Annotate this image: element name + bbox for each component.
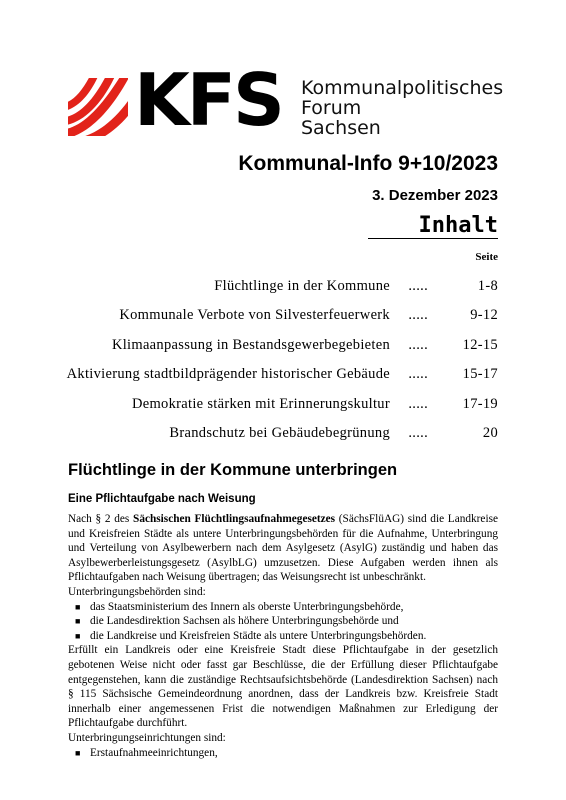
paragraph: Unterbringungseinrichtungen sind: [68, 731, 226, 744]
toc-entry-page: 20 [482, 424, 498, 441]
toc-entry-page: 1-8 [477, 278, 498, 294]
law-name: Sächsischen Flüchtlingsaufnahmegesetzes [133, 513, 336, 525]
list-item [68, 629, 498, 644]
list-item-text: das Staatsministerium des Innern als oberste Unterbringungsbehörde, [90, 600, 404, 613]
issue-date: 3. Dezember 2023 [372, 187, 498, 204]
paragraph: Erfüllt ein Landkreis oder eine Kreisfreie Stadt diese Pflichtaufgabe in der gesetzlich gebotenen Weise nicht oder fasst gar Beschlüsse, die der Erfüllung dieser Pflichtaufgabe entgegenstehen, kann die zuständige Rechtsaufsichtsbehörde (Landesdirektion Sachsen) nach § 115 Sächsische Gemeindeordnung anordnen, dass der Landkreis bzw. Kreisfreie Stadt innerhalb einer angemessenen Frist die notwendigen Maßnahmen zur Erledigung der Pflichtaufgabe durchführt. [68, 644, 498, 730]
toc-entry[interactable] [60, 396, 498, 425]
toc-entry-page: 12-15 [462, 336, 498, 353]
toc-entry-title: Brandschutz bei Gebäudebegrünung [169, 424, 390, 441]
toc-entry-title: Demokratie stärken mit Erinnerungskultur [131, 395, 390, 412]
paragraph [68, 512, 498, 585]
list-item [68, 746, 498, 761]
logo-subtitle [301, 78, 503, 138]
toc-entry-dots: ..... [408, 424, 428, 441]
toc-entry-title: Kommunale Verbote von Silvesterfeuerwerk [119, 307, 390, 324]
toc-entry-dots: ..... [408, 278, 428, 294]
article-body [68, 512, 498, 760]
toc-entry[interactable] [60, 307, 498, 336]
toc-entry[interactable] [60, 366, 498, 395]
bullet-icon: ■ [75, 630, 81, 641]
toc-entry-page: 17-19 [462, 395, 498, 412]
toc-entry-dots: ..... [408, 307, 428, 324]
paragraph-text: (SächsFlüAG) sind die Landkreise und Kreisfreien Städte als untere Unterbringungsbehörden für die Aufnahme, Unterbringung und Verteilung von Asylbewerbern nach dem Asylgesetz (AsylG) zuständig und haben das Asylbewerberleistungsgesetz (AsylbLG) umzusetzen. Diese Aufgaben werden ihnen als Pflichtaufgaben nach Weisung übertragen; das Weisungsrecht ist unbeschränkt. [68, 513, 498, 584]
list-item-text: die Landkreise und Kreisfreien Städte als untere Unterbringungsbehörden. [90, 629, 427, 642]
table-of-contents [60, 278, 498, 454]
paragraph: Unterbringungsbehörden sind: [68, 585, 206, 598]
issue-title: Kommunal-Info 9+10/2023 [238, 152, 498, 175]
logo-line-3: Sachsen [301, 117, 381, 139]
logo-stripes-icon [68, 78, 128, 136]
list-item-text: die Landesdirektion Sachsen als höhere Unterbringungsbehörde und [90, 615, 399, 628]
toc-entry[interactable] [60, 337, 498, 366]
bullet-icon: ■ [75, 747, 81, 758]
logo-letters: KFS [134, 58, 282, 142]
authority-list [68, 600, 498, 644]
toc-entry-title: Aktivierung stadtbildprägender historischer Gebäude [66, 366, 390, 383]
list-item [68, 614, 498, 629]
kfs-logo [68, 58, 508, 142]
list-item [68, 600, 498, 615]
toc-entry[interactable] [60, 425, 498, 454]
toc-entry-dots: ..... [408, 336, 428, 353]
bullet-icon: ■ [75, 616, 81, 627]
contents-heading: Inhalt [418, 213, 498, 238]
page-column-label: Seite [475, 251, 498, 263]
toc-entry-title: Flüchtlinge in der Kommune [214, 278, 390, 294]
toc-entry-dots: ..... [408, 395, 428, 412]
article-subtitle: Eine Pflichtaufgabe nach Weisung [68, 493, 256, 505]
toc-entry-dots: ..... [408, 366, 428, 383]
contents-rule [368, 238, 498, 239]
article-title: Flüchtlinge in der Kommune unterbringen [68, 461, 398, 479]
toc-entry-page: 9-12 [470, 307, 498, 324]
paragraph-text: Nach § 2 des [68, 513, 134, 525]
list-item-text: Erstaufnahmeeinrichtungen, [90, 746, 218, 759]
facility-list [68, 746, 498, 761]
toc-entry-title: Klimaanpassung in Bestandsgewerbegebieten [111, 336, 390, 353]
toc-entry-page: 15-17 [462, 366, 498, 383]
logo-line-1: Kommunalpolitisches [301, 77, 504, 99]
toc-entry[interactable] [60, 278, 498, 307]
logo-line-2: Forum [301, 97, 362, 119]
bullet-icon: ■ [75, 601, 81, 612]
